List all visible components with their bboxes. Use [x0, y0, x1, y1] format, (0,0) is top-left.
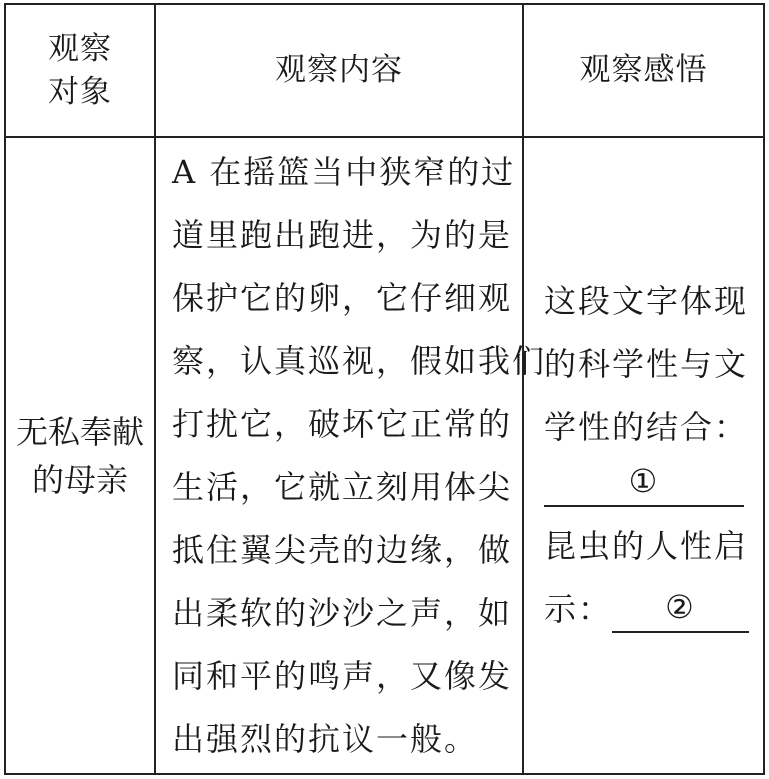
insight-line2: 的科学性与文	[544, 345, 749, 383]
content-line: 出强烈的抗议一般。	[172, 719, 479, 758]
insight-cell	[523, 137, 764, 774]
object-cell	[5, 137, 155, 774]
insight-line4: 昆虫的人性启	[544, 527, 749, 565]
insight-line3: 学性的结合：	[544, 408, 749, 446]
header-object-line1: 观察	[48, 30, 112, 67]
content-line: 抵住翼尖壳的边缘，做	[172, 530, 513, 569]
content-cell	[155, 137, 547, 774]
observation-table	[4, 3, 765, 775]
blank-2-line	[544, 578, 749, 641]
header-insight: 观察感悟	[523, 4, 764, 137]
insight-line5-prefix: 示：	[544, 590, 613, 628]
content-line: 生活，它就立刻用体尖	[172, 467, 513, 506]
insight-line1: 这段文字体现	[544, 282, 749, 320]
content-line: 出柔软的沙沙之声，如	[172, 593, 513, 632]
blank-1-line	[544, 459, 749, 515]
content-line: 道里跑出跑进，为的是	[172, 215, 513, 254]
content-line: 保护它的卵，它仔细观	[172, 278, 513, 317]
answer-blank-2[interactable]: ②	[612, 585, 749, 633]
answer-blank-1[interactable]: ①	[544, 459, 744, 507]
content-line: 同和平的鸣声，又像发	[172, 656, 513, 695]
object-line2: 的母亲	[31, 460, 128, 499]
object-line1: 无私奉献	[15, 412, 144, 451]
content-line: 察，认真巡视，假如我们	[172, 341, 547, 380]
content-line: 打扰它，破坏它正常的	[172, 404, 513, 443]
header-object	[5, 4, 155, 137]
header-object-line2: 对象	[48, 73, 112, 110]
header-row	[5, 4, 764, 137]
content-line: A 在摇篮当中狭窄的过	[172, 152, 516, 191]
body-row	[5, 137, 764, 774]
header-content: 观察内容	[155, 4, 523, 137]
